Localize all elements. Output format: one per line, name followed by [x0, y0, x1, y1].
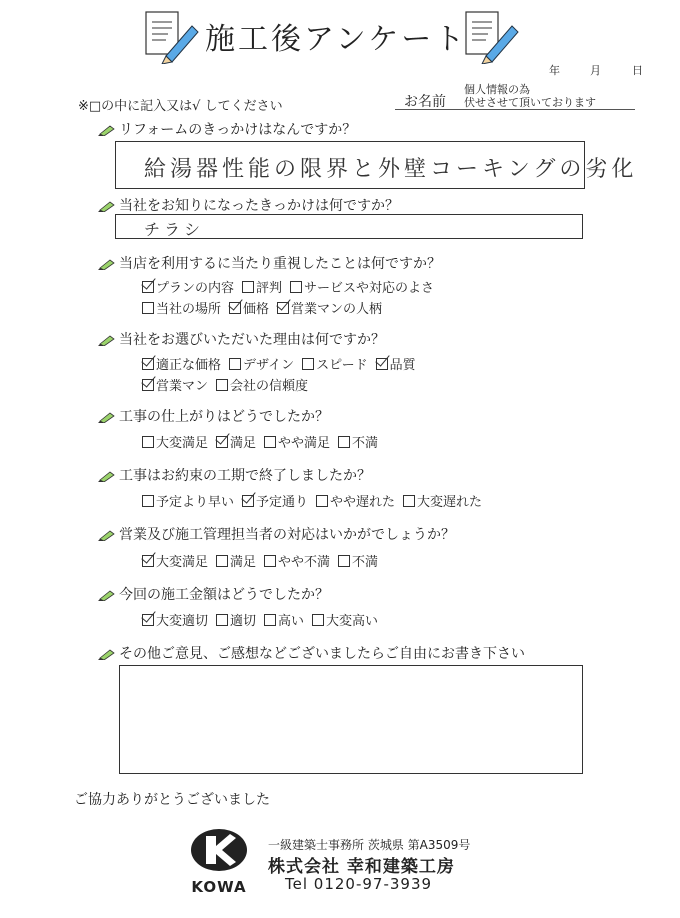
checkbox[interactable] — [316, 495, 328, 507]
option-label: 大変満足 — [156, 436, 209, 451]
checkbox[interactable] — [216, 555, 228, 567]
pencil-icon — [98, 258, 116, 270]
q3-option[interactable] — [142, 277, 234, 296]
checkbox[interactable] — [264, 555, 276, 567]
pencil-icon — [98, 200, 116, 212]
option-label: 大変適切 — [156, 614, 209, 629]
question-9: その他ご意見、ご感想などございましたらご自由にお書き下さい — [98, 643, 525, 663]
thanks-message: ご協力ありがとうございました — [74, 792, 270, 808]
q5-option[interactable] — [264, 432, 330, 451]
firm-name: 株式会社 幸和建築工房 — [268, 857, 455, 877]
q5-options — [142, 432, 386, 452]
question-8: 今回の施工金額はどうでしたか？ — [98, 584, 329, 604]
q7-options — [142, 551, 386, 571]
q7-option[interactable] — [338, 551, 378, 570]
checkbox[interactable] — [216, 614, 228, 626]
checkbox[interactable] — [242, 281, 254, 293]
pencil-icon — [98, 470, 116, 482]
checkbox[interactable] — [403, 495, 415, 507]
checkbox[interactable] — [277, 302, 289, 314]
q4-options-row1 — [142, 354, 424, 374]
option-label: 予定より早い — [156, 495, 235, 510]
q4-option[interactable] — [376, 354, 416, 373]
checkbox[interactable] — [312, 614, 324, 626]
firm-registration: 一級建築士事務所 茨城県 第A3509号 — [268, 838, 471, 852]
name-field[interactable] — [395, 109, 635, 110]
option-label: プランの内容 — [156, 281, 235, 296]
question-4: 当社をお選びいただいた理由は何ですか？ — [98, 329, 385, 349]
checkbox[interactable] — [338, 555, 350, 567]
option-label: デザイン — [243, 358, 295, 373]
q3-options-row2 — [142, 298, 390, 318]
checkbox[interactable] — [302, 358, 314, 370]
q8-options — [142, 610, 386, 630]
checkbox[interactable] — [376, 358, 388, 370]
q3-option[interactable] — [242, 277, 282, 296]
q3-option[interactable] — [277, 298, 382, 317]
checkbox[interactable] — [216, 379, 228, 391]
q4-option[interactable] — [142, 354, 221, 373]
option-label: 不満 — [352, 555, 379, 570]
option-label: 大変満足 — [156, 555, 209, 570]
pencil-icon — [98, 411, 116, 423]
q6-option[interactable] — [316, 491, 395, 510]
question-2: 当社をお知りになったきっかけは何ですか？ — [98, 195, 399, 215]
q4-options-row2 — [142, 375, 316, 395]
q3-options-row1 — [142, 277, 442, 297]
checkbox[interactable] — [142, 281, 154, 293]
firm-tel: Tel 0120-97-3939 — [285, 875, 433, 893]
checkbox[interactable] — [142, 302, 154, 314]
checkbox[interactable] — [242, 495, 254, 507]
option-label: 高い — [278, 614, 305, 629]
q3-option[interactable] — [290, 277, 434, 296]
q3-option[interactable] — [229, 298, 269, 317]
year-label: 年 — [549, 64, 560, 77]
option-label: 大変高い — [326, 614, 379, 629]
page-title: 施工後アンケート — [205, 22, 468, 57]
q7-option[interactable] — [264, 551, 330, 570]
option-label: 大変遅れた — [417, 495, 483, 510]
option-label: 適正な価格 — [156, 358, 222, 373]
option-label: 営業マン — [156, 379, 209, 394]
comment-box[interactable] — [119, 665, 583, 774]
question-6: 工事はお約束の工期で終了しましたか？ — [98, 465, 371, 485]
option-label: 満足 — [230, 555, 257, 570]
answer-text-2: チラシ — [144, 220, 205, 239]
question-5: 工事の仕上がりはどうでしたか？ — [98, 406, 329, 426]
checkbox[interactable] — [142, 495, 154, 507]
month-label: 月 — [590, 64, 601, 77]
checkbox[interactable] — [142, 555, 154, 567]
option-label: 満足 — [230, 436, 257, 451]
option-label: サービスや対応のよさ — [304, 281, 435, 296]
option-label: 当社の場所 — [156, 302, 222, 317]
document-pencil-icon-left — [140, 8, 202, 64]
q6-option[interactable] — [242, 491, 308, 510]
q8-option[interactable] — [264, 610, 304, 629]
pencil-icon — [98, 529, 116, 541]
checkbox[interactable] — [264, 614, 276, 626]
option-label: やや遅れた — [330, 495, 396, 510]
checkbox[interactable] — [264, 436, 276, 448]
pencil-icon — [98, 334, 116, 346]
q7-option[interactable] — [142, 551, 208, 570]
q4-option[interactable] — [216, 375, 308, 394]
instruction-note: ※□の中に記入又は√ してください — [78, 99, 283, 114]
option-label: スピード — [316, 358, 368, 373]
q5-option[interactable] — [142, 432, 208, 451]
checkbox[interactable] — [142, 379, 154, 391]
q5-option[interactable] — [338, 432, 378, 451]
checkbox[interactable] — [142, 358, 154, 370]
kowa-logo — [190, 828, 248, 898]
question-7: 営業及び施工管理担当者の対応はいかがでしょうか？ — [98, 524, 455, 544]
answer-box-2[interactable] — [115, 214, 583, 239]
option-label: 適切 — [230, 614, 257, 629]
option-label: 予定通り — [256, 495, 309, 510]
document-pencil-icon-right — [460, 8, 522, 64]
q8-option[interactable] — [312, 610, 378, 629]
option-label: 品質 — [389, 358, 416, 373]
answer-box-1[interactable] — [115, 141, 638, 189]
option-label: 評判 — [256, 281, 283, 296]
checkbox[interactable] — [142, 614, 154, 626]
checkbox[interactable] — [338, 436, 350, 448]
q6-options — [142, 491, 490, 511]
privacy-note: 個人情報の為 伏せさせて頂いております — [464, 83, 596, 109]
checkbox[interactable] — [229, 302, 241, 314]
checkbox[interactable] — [229, 358, 241, 370]
question-1: リフォームのきっかけはなんですか？ — [98, 119, 356, 139]
q4-option[interactable] — [302, 354, 367, 373]
q5-option[interactable] — [216, 432, 256, 451]
pencil-icon — [98, 589, 116, 601]
option-label: 価格 — [243, 302, 270, 317]
option-label: やや不満 — [278, 555, 331, 570]
q6-option[interactable] — [403, 491, 482, 510]
name-label: お名前 — [404, 94, 446, 110]
answer-text-1: 給湯器性能の限界と外壁コーキングの劣化 — [144, 157, 638, 182]
option-label: 営業マンの人柄 — [291, 302, 383, 317]
option-label: 不満 — [352, 436, 379, 451]
q8-option[interactable] — [216, 610, 256, 629]
q4-option[interactable] — [142, 375, 208, 394]
option-label: 会社の信頼度 — [230, 379, 309, 394]
q3-option[interactable] — [142, 298, 221, 317]
checkbox[interactable] — [216, 436, 228, 448]
q4-option[interactable] — [229, 354, 294, 373]
checkbox[interactable] — [142, 436, 154, 448]
q7-option[interactable] — [216, 551, 256, 570]
day-label: 日 — [632, 64, 643, 77]
q8-option[interactable] — [142, 610, 208, 629]
checkbox[interactable] — [290, 281, 302, 293]
question-3: 当店を利用するに当たり重視したことは何ですか？ — [98, 253, 441, 273]
q6-option[interactable] — [142, 491, 234, 510]
pencil-icon — [98, 648, 116, 660]
pencil-icon — [98, 124, 116, 136]
option-label: やや満足 — [278, 436, 331, 451]
svg-text:KOWA: KOWA — [191, 878, 247, 896]
